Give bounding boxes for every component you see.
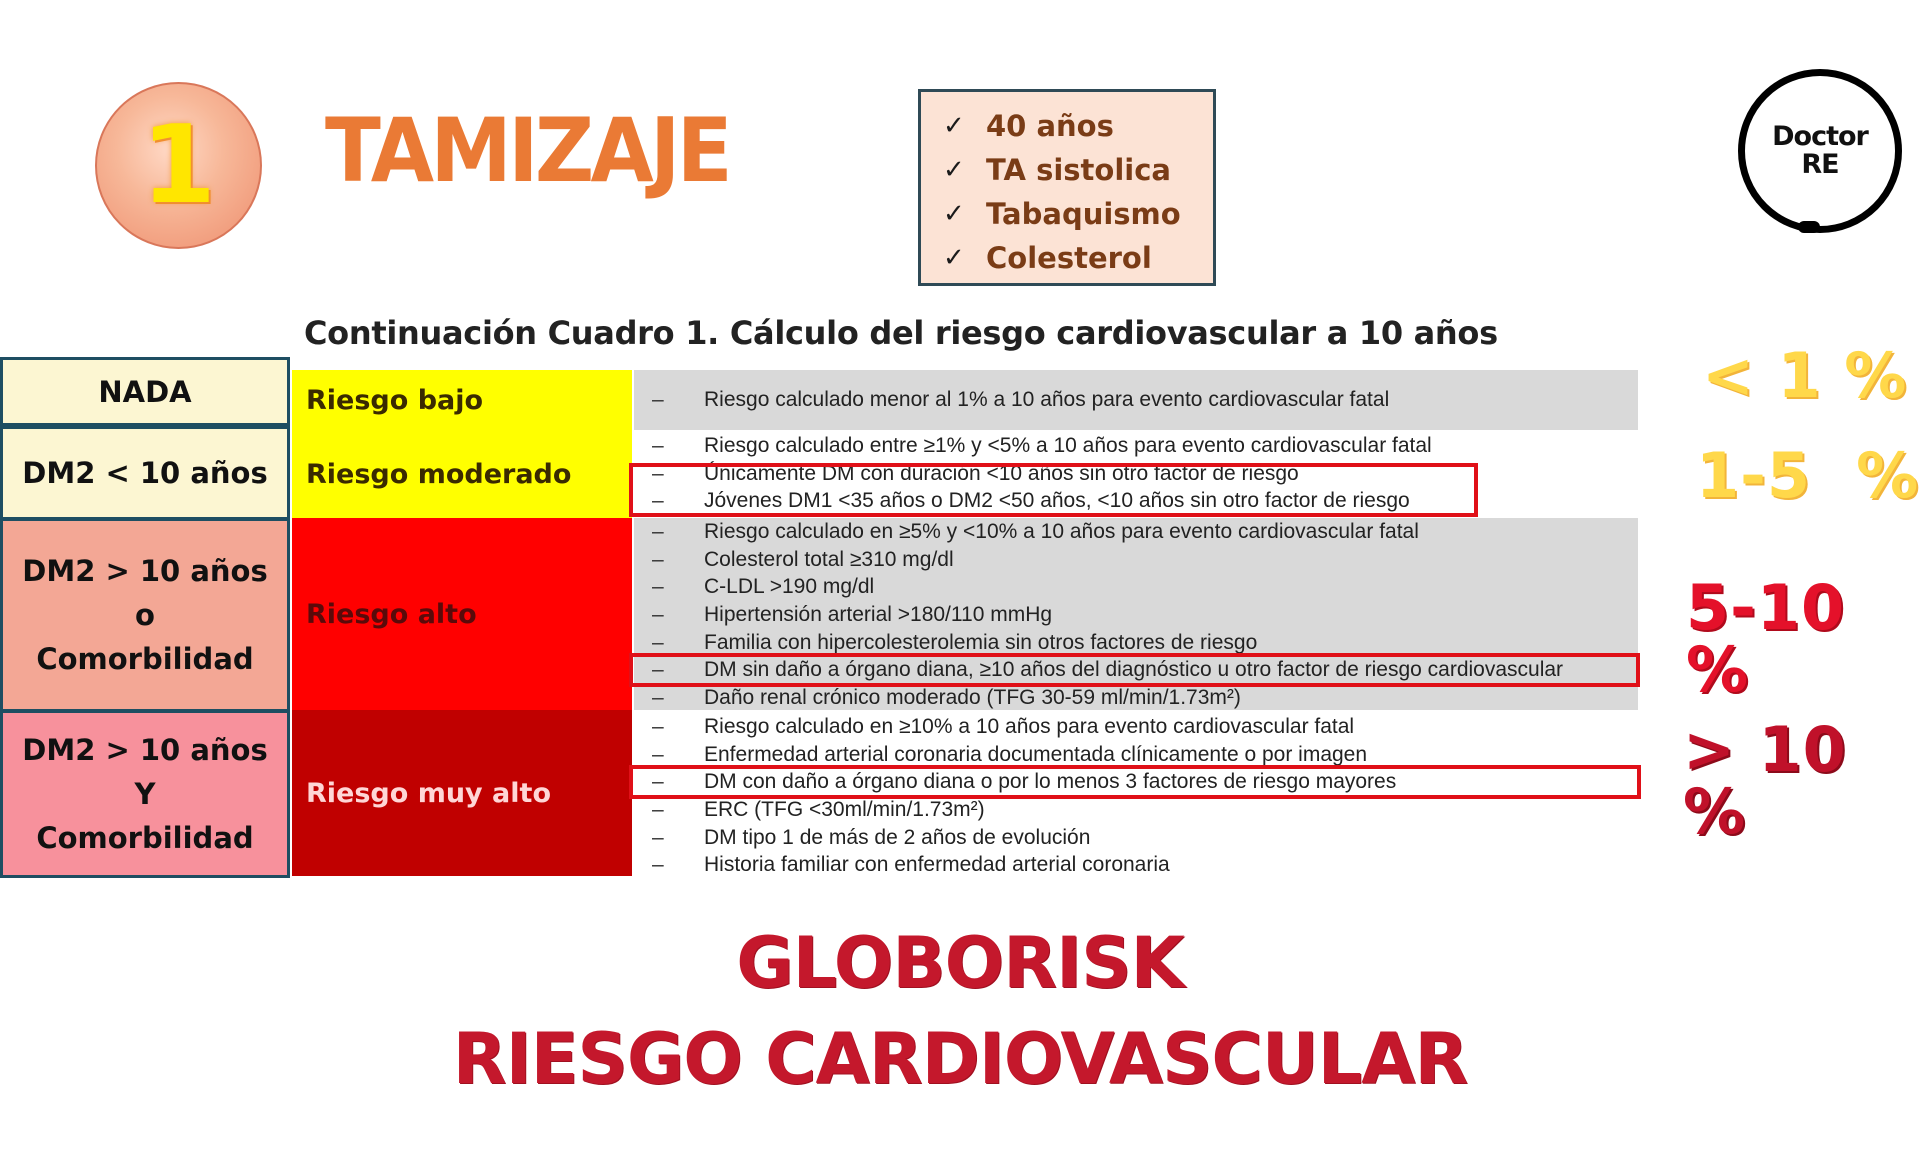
- risk-label: Riesgo bajo: [306, 384, 484, 416]
- checkmark-icon: ✓: [943, 155, 965, 185]
- dash-bullet: –: [652, 602, 664, 626]
- description-text: Familia con hipercolesterolemia sin otros factores de riesgo: [704, 630, 1258, 654]
- description-text: C-LDL >190 mg/dl: [704, 575, 875, 599]
- dash-bullet: –: [652, 387, 664, 411]
- description-text: Únicamente DM con duración <10 años sin otro factor de riesgo: [704, 461, 1299, 485]
- risk-label: Riesgo moderado: [306, 458, 572, 490]
- dash-bullet: –: [652, 797, 664, 821]
- description-text: Riesgo calculado menor al 1% a 10 años para evento cardiovascular fatal: [704, 387, 1390, 411]
- dash-bullet: –: [652, 489, 664, 513]
- dash-bullet: –: [652, 461, 664, 485]
- risk-label: Riesgo muy alto: [306, 777, 551, 809]
- percent-moderate: 1-5 %: [1696, 439, 1920, 512]
- category-text: Comorbilidad: [36, 642, 254, 676]
- description-text: DM con daño a órgano diana o por lo menos 3 factores de riesgo mayores: [704, 770, 1397, 794]
- description-text: Historia familiar con enfermedad arterial coronaria: [704, 853, 1170, 877]
- criteria-item: [943, 148, 1213, 192]
- logo-text-line1: Doctor: [1772, 121, 1868, 152]
- description-text: Daño renal crónico moderado (TFG 30-59 ml/min/1.73m²): [704, 685, 1241, 709]
- patient-category-dm2-mayor-10-o-comorbilidad: [0, 518, 290, 712]
- dash-bullet: –: [652, 770, 664, 794]
- percent-very-high: > 10 %: [1683, 713, 1847, 848]
- list-item: [634, 851, 1638, 879]
- description-text: Riesgo calculado en ≥5% y <10% a 10 años para evento cardiovascular fatal: [704, 519, 1419, 543]
- patient-category-nada: [0, 357, 290, 426]
- doctor-re-logo: [1738, 69, 1902, 233]
- dash-bullet: –: [652, 685, 664, 709]
- category-text: o: [135, 598, 155, 632]
- category-text: NADA: [98, 374, 192, 409]
- dash-bullet: –: [652, 433, 664, 457]
- list-item: [634, 713, 1638, 741]
- list-item: [634, 684, 1638, 712]
- highlight-box-moderate: [629, 463, 1478, 517]
- dash-bullet: –: [652, 714, 664, 738]
- risk-level-moderate: [292, 430, 632, 518]
- list-item: [634, 573, 1638, 601]
- patient-category-dm2-mayor-10-y-comorbilidad: [0, 710, 290, 878]
- highlight-box-high: [629, 653, 1640, 687]
- risk-label: Riesgo alto: [306, 598, 477, 630]
- description-text: ERC (TFG <30ml/min/1.73m²): [704, 797, 985, 821]
- dash-bullet: –: [652, 519, 664, 543]
- footer-title: GLOBORISK: [736, 922, 1184, 1004]
- description-text: Jóvenes DM1 <35 años o DM2 <50 años, <10 años sin otro factor de riesgo: [704, 489, 1410, 513]
- criteria-item: [943, 104, 1213, 148]
- dash-bullet: –: [652, 547, 664, 571]
- step-number-badge: [95, 82, 262, 249]
- list-item: [634, 518, 1638, 546]
- category-text: Comorbilidad: [36, 821, 254, 855]
- criteria-label: 40 años: [986, 109, 1114, 143]
- dash-bullet: –: [652, 825, 664, 849]
- description-text: Colesterol total ≥310 mg/dl: [704, 547, 954, 571]
- list-item: [634, 386, 1638, 414]
- percent-low: < 1 %: [1702, 339, 1908, 412]
- footer-subtitle: RIESGO CARDIOVASCULAR: [452, 1018, 1468, 1100]
- criteria-label: Tabaquismo: [986, 197, 1181, 231]
- patient-category-dm2-menor-10: [0, 426, 290, 520]
- dash-bullet: –: [652, 630, 664, 654]
- dash-bullet: –: [652, 658, 664, 682]
- list-item: [634, 796, 1638, 824]
- dash-bullet: –: [652, 853, 664, 877]
- list-item: [634, 432, 1638, 460]
- category-text: DM2 > 10 años: [22, 733, 268, 767]
- description-text: Riesgo calculado entre ≥1% y <5% a 10 años para evento cardiovascular fatal: [704, 433, 1432, 457]
- risk-level-very-high: [292, 710, 632, 876]
- screening-criteria-box: [918, 89, 1216, 286]
- description-text: DM sin daño a órgano diana, ≥10 años del diagnóstico u otro factor de riesgo cardiovascular: [704, 658, 1564, 682]
- criteria-item: [943, 192, 1213, 236]
- list-item: [634, 824, 1638, 852]
- risk-description-low: [634, 370, 1638, 430]
- dash-bullet: –: [652, 575, 664, 599]
- dash-bullet: –: [652, 742, 664, 766]
- list-item: [634, 601, 1638, 629]
- criteria-label: Colesterol: [986, 241, 1152, 275]
- checkmark-icon: ✓: [943, 243, 965, 273]
- risk-level-high: [292, 518, 632, 710]
- percent-high: 5-10 %: [1686, 571, 1846, 706]
- section-title: TAMIZAJE: [325, 99, 729, 202]
- highlight-box-very-high: [629, 765, 1641, 799]
- risk-level-low: [292, 370, 632, 430]
- criteria-item: [943, 236, 1213, 280]
- table-title: Continuación Cuadro 1. Cálculo del riesgo cardiovascular a 10 años: [304, 314, 1498, 352]
- step-number: 1: [140, 102, 217, 228]
- list-item: [634, 546, 1638, 574]
- logo-tail-mark: [1798, 221, 1820, 233]
- criteria-label: TA sistolica: [986, 153, 1171, 187]
- description-text: Hipertensión arterial >180/110 mmHg: [704, 602, 1053, 626]
- category-text: DM2 < 10 años: [22, 456, 268, 490]
- logo-text-line2: RE: [1801, 149, 1839, 180]
- description-text: Riesgo calculado en ≥10% a 10 años para evento cardiovascular fatal: [704, 714, 1355, 738]
- description-text: DM tipo 1 de más de 2 años de evolución: [704, 825, 1091, 849]
- checkmark-icon: ✓: [943, 111, 965, 141]
- category-text: DM2 > 10 años: [22, 554, 268, 588]
- description-text: Enfermedad arterial coronaria documentada clínicamente o por imagen: [704, 742, 1368, 766]
- checkmark-icon: ✓: [943, 199, 965, 229]
- category-text: Y: [134, 777, 156, 811]
